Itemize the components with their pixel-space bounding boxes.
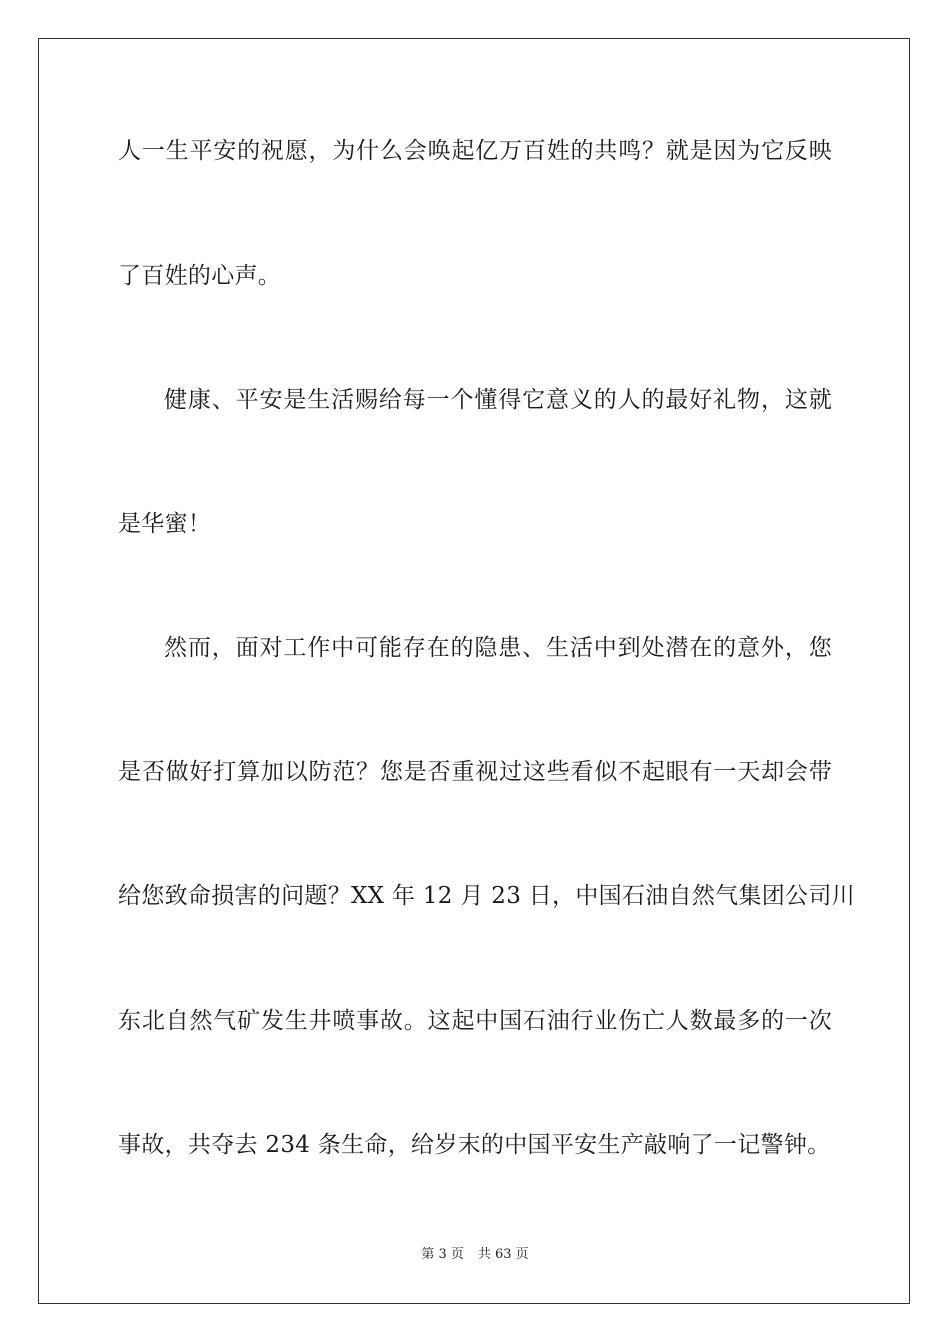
text-line: 了百姓的心声。 bbox=[118, 263, 282, 289]
text-line: 是否做好打算加以防范？您是否重视过这些看似不起眼有一天却会带 bbox=[118, 759, 832, 785]
current-page-number: 第 3 页 bbox=[421, 1247, 464, 1262]
text-line: 人一生平安的祝愿，为什么会唤起亿万百姓的共鸣？就是因为它反映 bbox=[118, 138, 832, 164]
text-line: 事故，共夺去 234 条生命，给岁末的中国平安生产敲响了一记警钟。 bbox=[118, 1132, 831, 1158]
page-footer bbox=[0, 1246, 950, 1264]
page-border bbox=[38, 38, 910, 1304]
paragraph-start-line: 健康、平安是生活赐给每一个懂得它意义的人的最好礼物，这就 bbox=[164, 387, 832, 413]
total-pages: 共 63 页 bbox=[477, 1247, 529, 1262]
text-line: 东北自然气矿发生井喷事故。这起中国石油行业伤亡人数最多的一次 bbox=[118, 1008, 832, 1034]
paragraph-start-line: 然而，面对工作中可能存在的隐患、生活中到处潜在的意外，您 bbox=[164, 635, 832, 661]
text-line: 给您致命损害的问题？XX 年 12 月 23 日，中国石油自然气集团公司川 bbox=[118, 883, 855, 909]
text-line: 是华蜜！ bbox=[118, 511, 212, 537]
